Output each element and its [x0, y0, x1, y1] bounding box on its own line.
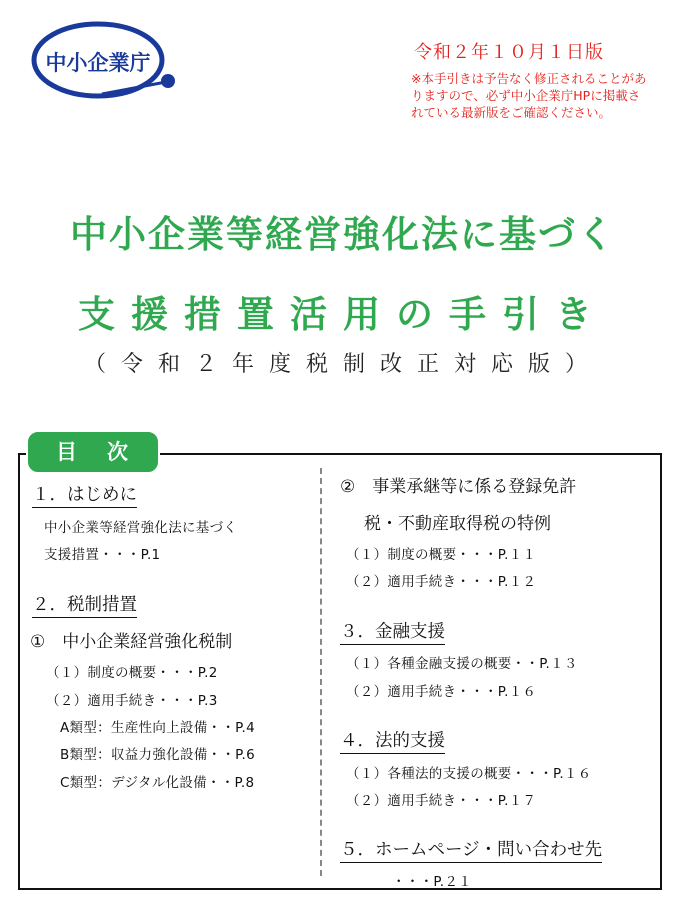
- logo-text: 中小企業庁: [45, 51, 151, 75]
- toc-entry: ・・・P.２１: [392, 874, 472, 890]
- edition-date: 令和２年１０月１日版: [414, 42, 604, 63]
- toc-entry: （１）各種法的支援の概要・・・P.１６: [346, 766, 592, 782]
- toc-entry: （２）適用手続き・・・P.１６: [346, 684, 537, 700]
- toc-entry: 支援措置・・・P.1: [44, 547, 161, 563]
- toc-column-divider: [320, 468, 322, 876]
- toc-subsection-heading-cont: 税・不動産取得税の特例: [364, 514, 551, 534]
- toc-entry: （１）制度の概要・・・P.１１: [346, 547, 537, 563]
- toc-heading: 目次: [56, 440, 158, 464]
- document-title-line1: 中小企業等経営強化法に基づく: [70, 213, 616, 256]
- toc-entry: （２）適用手続き・・・P.１７: [346, 793, 537, 809]
- toc-section-5-heading: ５．ホームページ・問い合わせ先: [340, 836, 602, 863]
- toc-subsection-heading: ① 中小企業経営強化税制: [30, 632, 233, 652]
- toc-entry: （１）制度の概要・・・P.2: [46, 665, 218, 681]
- toc-entry: （１）各種金融支援の概要・・P.１３: [346, 656, 578, 672]
- document-title-line2: 支援措置活用の手引き: [78, 293, 608, 336]
- toc-section-2-heading: ２．税制措置: [32, 591, 137, 618]
- document-subtitle: （令和２年度税制改正対応版）: [83, 352, 602, 377]
- toc-subsection-heading: ② 事業承継等に係る登録免許: [340, 477, 577, 497]
- toc-entry: （２）適用手続き・・・P.１２: [346, 574, 537, 590]
- toc-entry: 中小企業等経営強化法に基づく: [44, 520, 238, 536]
- toc-entry: C類型：デジタル化設備・・P.8: [60, 775, 255, 791]
- toc-section-1-heading: １．はじめに: [32, 481, 137, 508]
- toc-entry: B類型：収益力強化設備・・P.6: [60, 747, 255, 763]
- toc-entry: A類型：生産性向上設備・・P.4: [60, 720, 255, 736]
- revision-notice: ※本手引きは予告なく修正されることがありますので、必ず中小企業庁HPに掲載されている最新版をご確認ください。: [411, 71, 647, 120]
- toc-section-4-heading: ４．法的支援: [340, 727, 445, 754]
- sme-agency-logo: [28, 14, 180, 110]
- toc-entry: （２）適用手続き・・・P.3: [46, 693, 218, 709]
- toc-section-3-heading: ３．金融支援: [340, 618, 445, 645]
